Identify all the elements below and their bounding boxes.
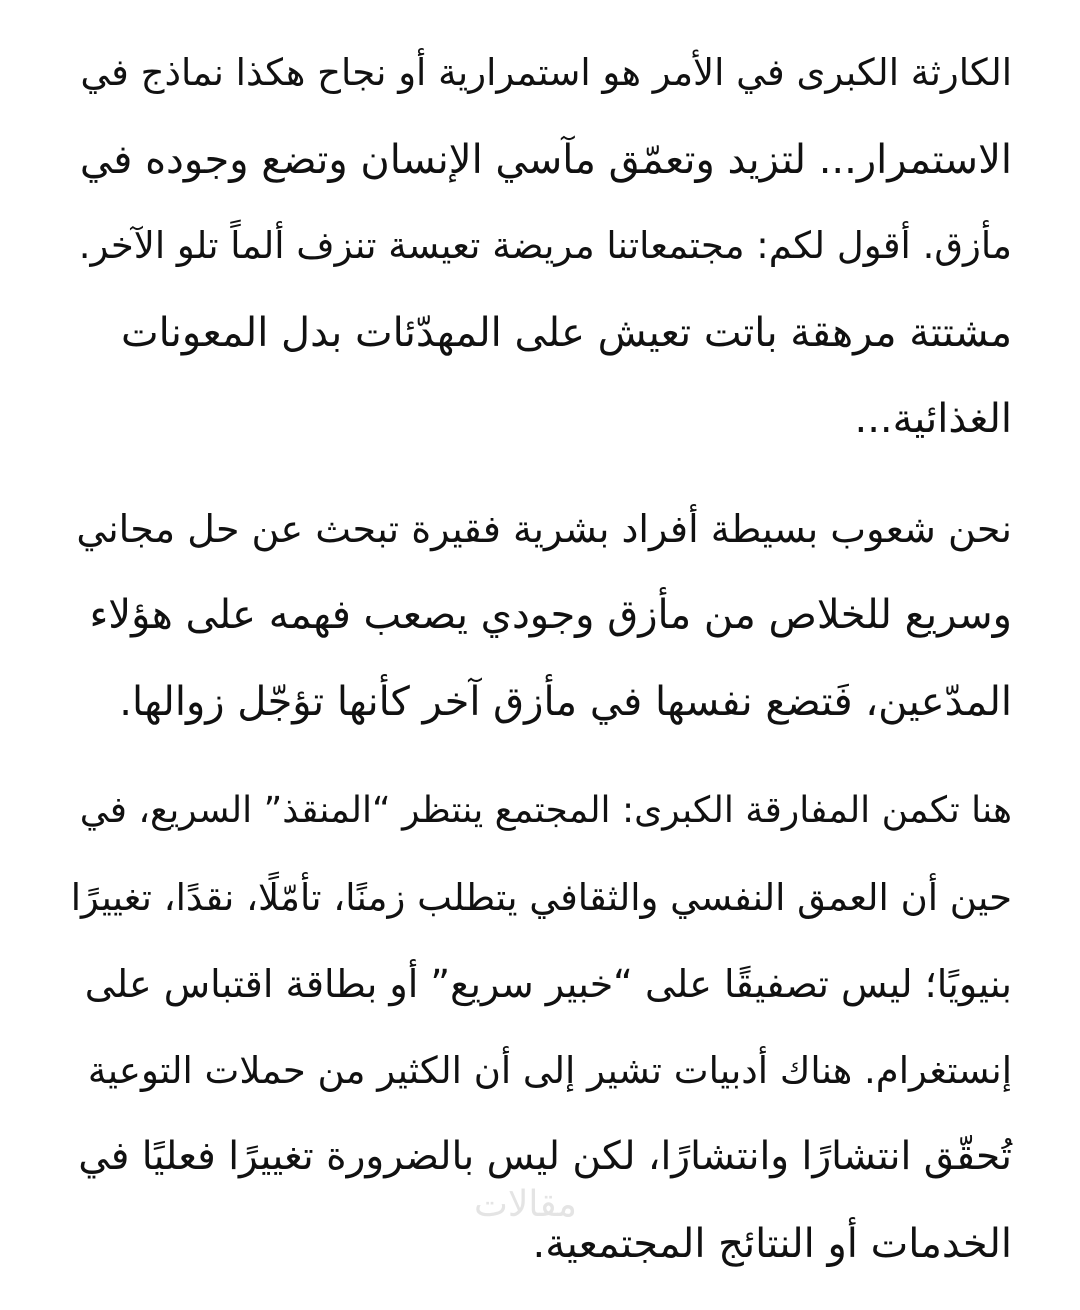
paragraph-3 [66, 768, 1012, 1287]
text-line: مشتتة مرهقة باتت تعيش على المهدّئات بدل المعونات [120, 309, 1012, 356]
text-line: نحن شعوب بسيطة أفراد بشرية فقيرة تبحث عن حل مجاني [76, 506, 1012, 551]
text-line: وسريع للخلاص من مأزق وجودي يصعب فهمه على هؤلاء [89, 592, 1012, 638]
text-line: حين أن العمق النفسي والثقافي يتطلب زمنًا، تأمّلًا، نقدًا، تغييرًا [70, 875, 1012, 919]
text-line: الخدمات أو النتائج المجتمعية. [532, 1220, 1012, 1267]
text-line: الغذائية... [854, 396, 1012, 442]
paragraph-1 [66, 30, 1012, 463]
text-line: تُحقّق انتشارًا وانتشارًا، لكن ليس بالضرورة تغييرًا فعليًا في [78, 1134, 1012, 1179]
text-line: بنيويًا؛ ليس تصفيقًا على “خبير سريع” أو بطاقة اقتباس على [84, 962, 1012, 1006]
paragraph-2 [66, 486, 1012, 746]
text-line: هنا تكمن المفارقة الكبرى: المجتمع ينتظر “المنقذ” السريع، في [79, 790, 1012, 831]
text-line: الكارثة الكبرى في الأمر هو استمرارية أو نجاح هكذا نماذج في [80, 51, 1012, 94]
article-body [66, 30, 1012, 1310]
text-line: مأزق. أقول لكم: مجتمعاتنا مريضة تعيسة تنزف ألماً تلو الآخر. [78, 224, 1012, 267]
site-watermark: مقالات [474, 1184, 577, 1225]
text-line: الاستمرار... لتزيد وتعمّق مآسي الإنسان وتضع وجوده في [79, 136, 1012, 183]
text-line: إنستغرام. هناك أدبيات تشير إلى أن الكثير من حملات التوعية [87, 1048, 1012, 1092]
text-line: المدّعين، فَتضع نفسها في مأزق آخر كأنها تؤجّل زوالها. [119, 678, 1012, 725]
